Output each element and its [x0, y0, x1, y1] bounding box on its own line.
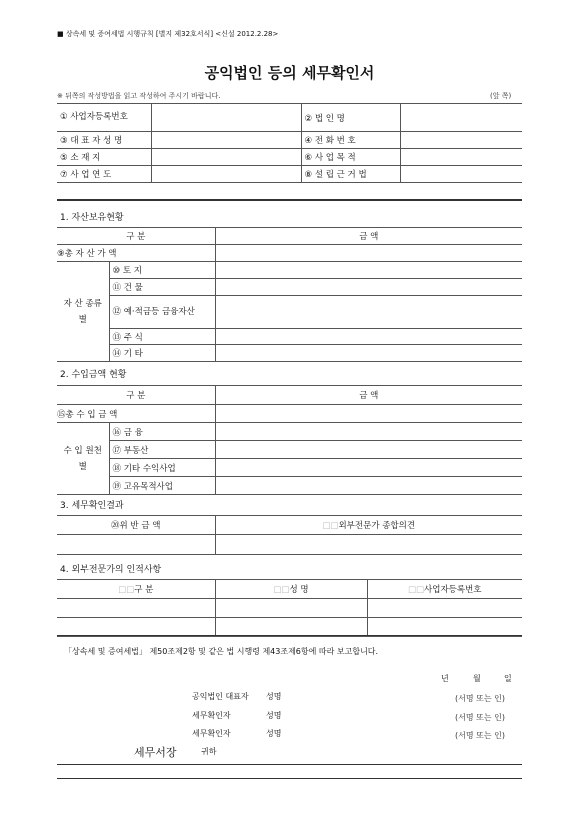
expert-name-header: □□성 명 — [215, 580, 367, 599]
table-row — [57, 618, 522, 637]
business-year-field[interactable] — [151, 166, 301, 183]
income-item-purpose-business: ⑲ 고유목적사업 — [109, 477, 215, 495]
signer-role: 세무확인자 — [192, 729, 231, 738]
table-row — [57, 104, 522, 132]
income-item-other-business: ⑱ 기타 수익사업 — [109, 459, 215, 477]
expert-name-field[interactable] — [215, 618, 367, 637]
table-row — [57, 599, 522, 618]
section-divider — [57, 635, 522, 636]
total-assets-label: ⑨총 자 산 가 액 — [57, 245, 215, 262]
footer-divider — [57, 764, 522, 765]
table-row — [57, 441, 522, 459]
asset-item-other: ⑭ 기 타 — [109, 345, 215, 362]
asset-building-field[interactable] — [215, 279, 522, 296]
business-purpose-label: ⑥ 사 업 목 적 — [301, 149, 400, 166]
representative-name-field[interactable] — [151, 132, 301, 149]
expert-business-number-field[interactable] — [367, 599, 522, 618]
asset-item-building: ⑪ 건 물 — [109, 279, 215, 296]
table-row — [57, 386, 522, 405]
corporation-name-field[interactable] — [400, 104, 522, 132]
table-row — [57, 477, 522, 495]
expert-opinion-label: 외부전문가 종합의견 — [338, 521, 416, 531]
table-row — [57, 459, 522, 477]
section3-title: 3. 세무확인결과 — [60, 501, 124, 511]
expert-business-number-header: □□사업자등록번호 — [367, 580, 522, 599]
assets-table — [57, 227, 522, 362]
address-label: ⑤ 소 재 지 — [57, 149, 151, 166]
table-row — [57, 296, 522, 329]
section-divider — [57, 199, 522, 201]
expert-name-field[interactable] — [215, 599, 367, 618]
total-assets-field[interactable] — [215, 245, 522, 262]
signer-name-label: 성명 — [266, 711, 282, 720]
signer-role: 공익법인 대표자 — [192, 692, 249, 701]
table-row — [57, 132, 522, 149]
date-day-label: 일 — [504, 674, 512, 683]
representative-name-label: ③ 대 표 자 성 명 — [57, 132, 151, 149]
table-row — [57, 405, 522, 423]
date-year-label: 년 — [441, 674, 449, 683]
assets-header-amount: 금 액 — [215, 228, 522, 245]
recipient-honorific: 귀하 — [201, 747, 217, 756]
income-source-group-label: 수 입 원천별 — [57, 423, 109, 495]
total-income-label: ⑮총 수 입 금 액 — [57, 405, 215, 423]
table-row — [57, 516, 522, 535]
income-finance-field[interactable] — [215, 423, 522, 441]
asset-stock-field[interactable] — [215, 329, 522, 345]
income-header-amount: 금 액 — [215, 386, 522, 405]
expert-category-field[interactable] — [57, 599, 215, 618]
expert-business-number-field[interactable] — [367, 618, 522, 637]
table-row — [57, 535, 522, 555]
page-title: 공익법인 등의 세무확인서 — [204, 64, 375, 82]
signature-seal-label[interactable]: (서명 또는 인) — [455, 713, 505, 722]
income-item-real-estate: ⑰ 부동산 — [109, 441, 215, 459]
income-header-category: 구 분 — [57, 386, 215, 405]
phone-number-field[interactable] — [400, 132, 522, 149]
asset-financial-field[interactable] — [215, 296, 522, 329]
expert-category-header: □□구 분 — [57, 580, 215, 599]
signature-seal-label[interactable]: (서명 또는 인) — [455, 731, 505, 740]
assets-header-category: 구 분 — [57, 228, 215, 245]
recipient-tax-office: 세무서장 — [134, 746, 177, 759]
business-purpose-field[interactable] — [400, 149, 522, 166]
income-table — [57, 385, 522, 495]
table-row — [57, 228, 522, 245]
expert-category-field[interactable] — [57, 618, 215, 637]
business-number-label: ① 사업자등록번호 — [57, 104, 151, 132]
table-row — [57, 262, 522, 279]
asset-item-stock: ⑬ 주 식 — [109, 329, 215, 345]
income-other-business-field[interactable] — [215, 459, 522, 477]
phone-number-label: ④ 전 화 번 호 — [301, 132, 400, 149]
violation-amount-header: ⑳위 반 금 액 — [57, 516, 215, 535]
section1-title: 1. 자산보유현황 — [60, 213, 124, 223]
expert-opinion-field[interactable] — [215, 535, 522, 555]
page-side-label: (앞 쪽) — [490, 92, 512, 100]
tax-review-table — [57, 515, 522, 555]
section2-title: 2. 수입금액 현황 — [60, 370, 127, 380]
asset-item-financial: ⑫ 예·적금등 금융자산 — [109, 296, 215, 329]
income-item-finance: ⑯ 금 융 — [109, 423, 215, 441]
founding-law-field[interactable] — [400, 166, 522, 183]
signature-seal-label[interactable]: (서명 또는 인) — [455, 694, 505, 703]
table-row — [57, 345, 522, 362]
business-number-field[interactable] — [151, 104, 301, 132]
asset-land-field[interactable] — [215, 262, 522, 279]
applicant-info-table — [57, 103, 522, 183]
table-row — [57, 149, 522, 166]
report-statement: 「상속세 및 증여세법」 제50조제2항 및 같은 법 시행령 제43조제6항에 따라 보고합니다. — [64, 647, 379, 656]
total-income-field[interactable] — [215, 405, 522, 423]
founding-law-label: ⑧ 설 립 근 거 법 — [301, 166, 400, 183]
table-row — [57, 279, 522, 296]
income-real-estate-field[interactable] — [215, 441, 522, 459]
expert-info-table — [57, 579, 522, 637]
table-row — [57, 329, 522, 345]
asset-other-field[interactable] — [215, 345, 522, 362]
expert-opinion-header: □□외부전문가 종합의견 — [215, 516, 522, 535]
signer-name-label: 성명 — [266, 692, 282, 701]
form-reference: ■ 상속세 및 증여세법 시행규칙 [별지 제32호서식] <신설 2012.2.28> — [57, 30, 279, 38]
table-row — [57, 580, 522, 599]
table-row — [57, 245, 522, 262]
footer-divider — [57, 778, 522, 779]
table-row — [57, 423, 522, 441]
section4-title: 4. 외부전문가의 인적사항 — [60, 565, 162, 575]
violation-amount-field[interactable] — [57, 535, 215, 555]
signer-name-label: 성명 — [266, 729, 282, 738]
signer-role: 세무확인자 — [192, 711, 231, 720]
corporation-name-label: ② 법 인 명 — [301, 104, 400, 132]
date-month-label: 월 — [473, 674, 481, 683]
business-year-label: ⑦ 사 업 연 도 — [57, 166, 151, 183]
asset-item-land: ⑩ 토 지 — [109, 262, 215, 279]
table-row — [57, 166, 522, 183]
asset-type-group-label: 자 산 종류별 — [57, 262, 109, 362]
instruction-note: ※ 뒤쪽의 작성방법을 읽고 작성하여 주시기 바랍니다. — [57, 92, 221, 100]
address-field[interactable] — [151, 149, 301, 166]
income-purpose-business-field[interactable] — [215, 477, 522, 495]
